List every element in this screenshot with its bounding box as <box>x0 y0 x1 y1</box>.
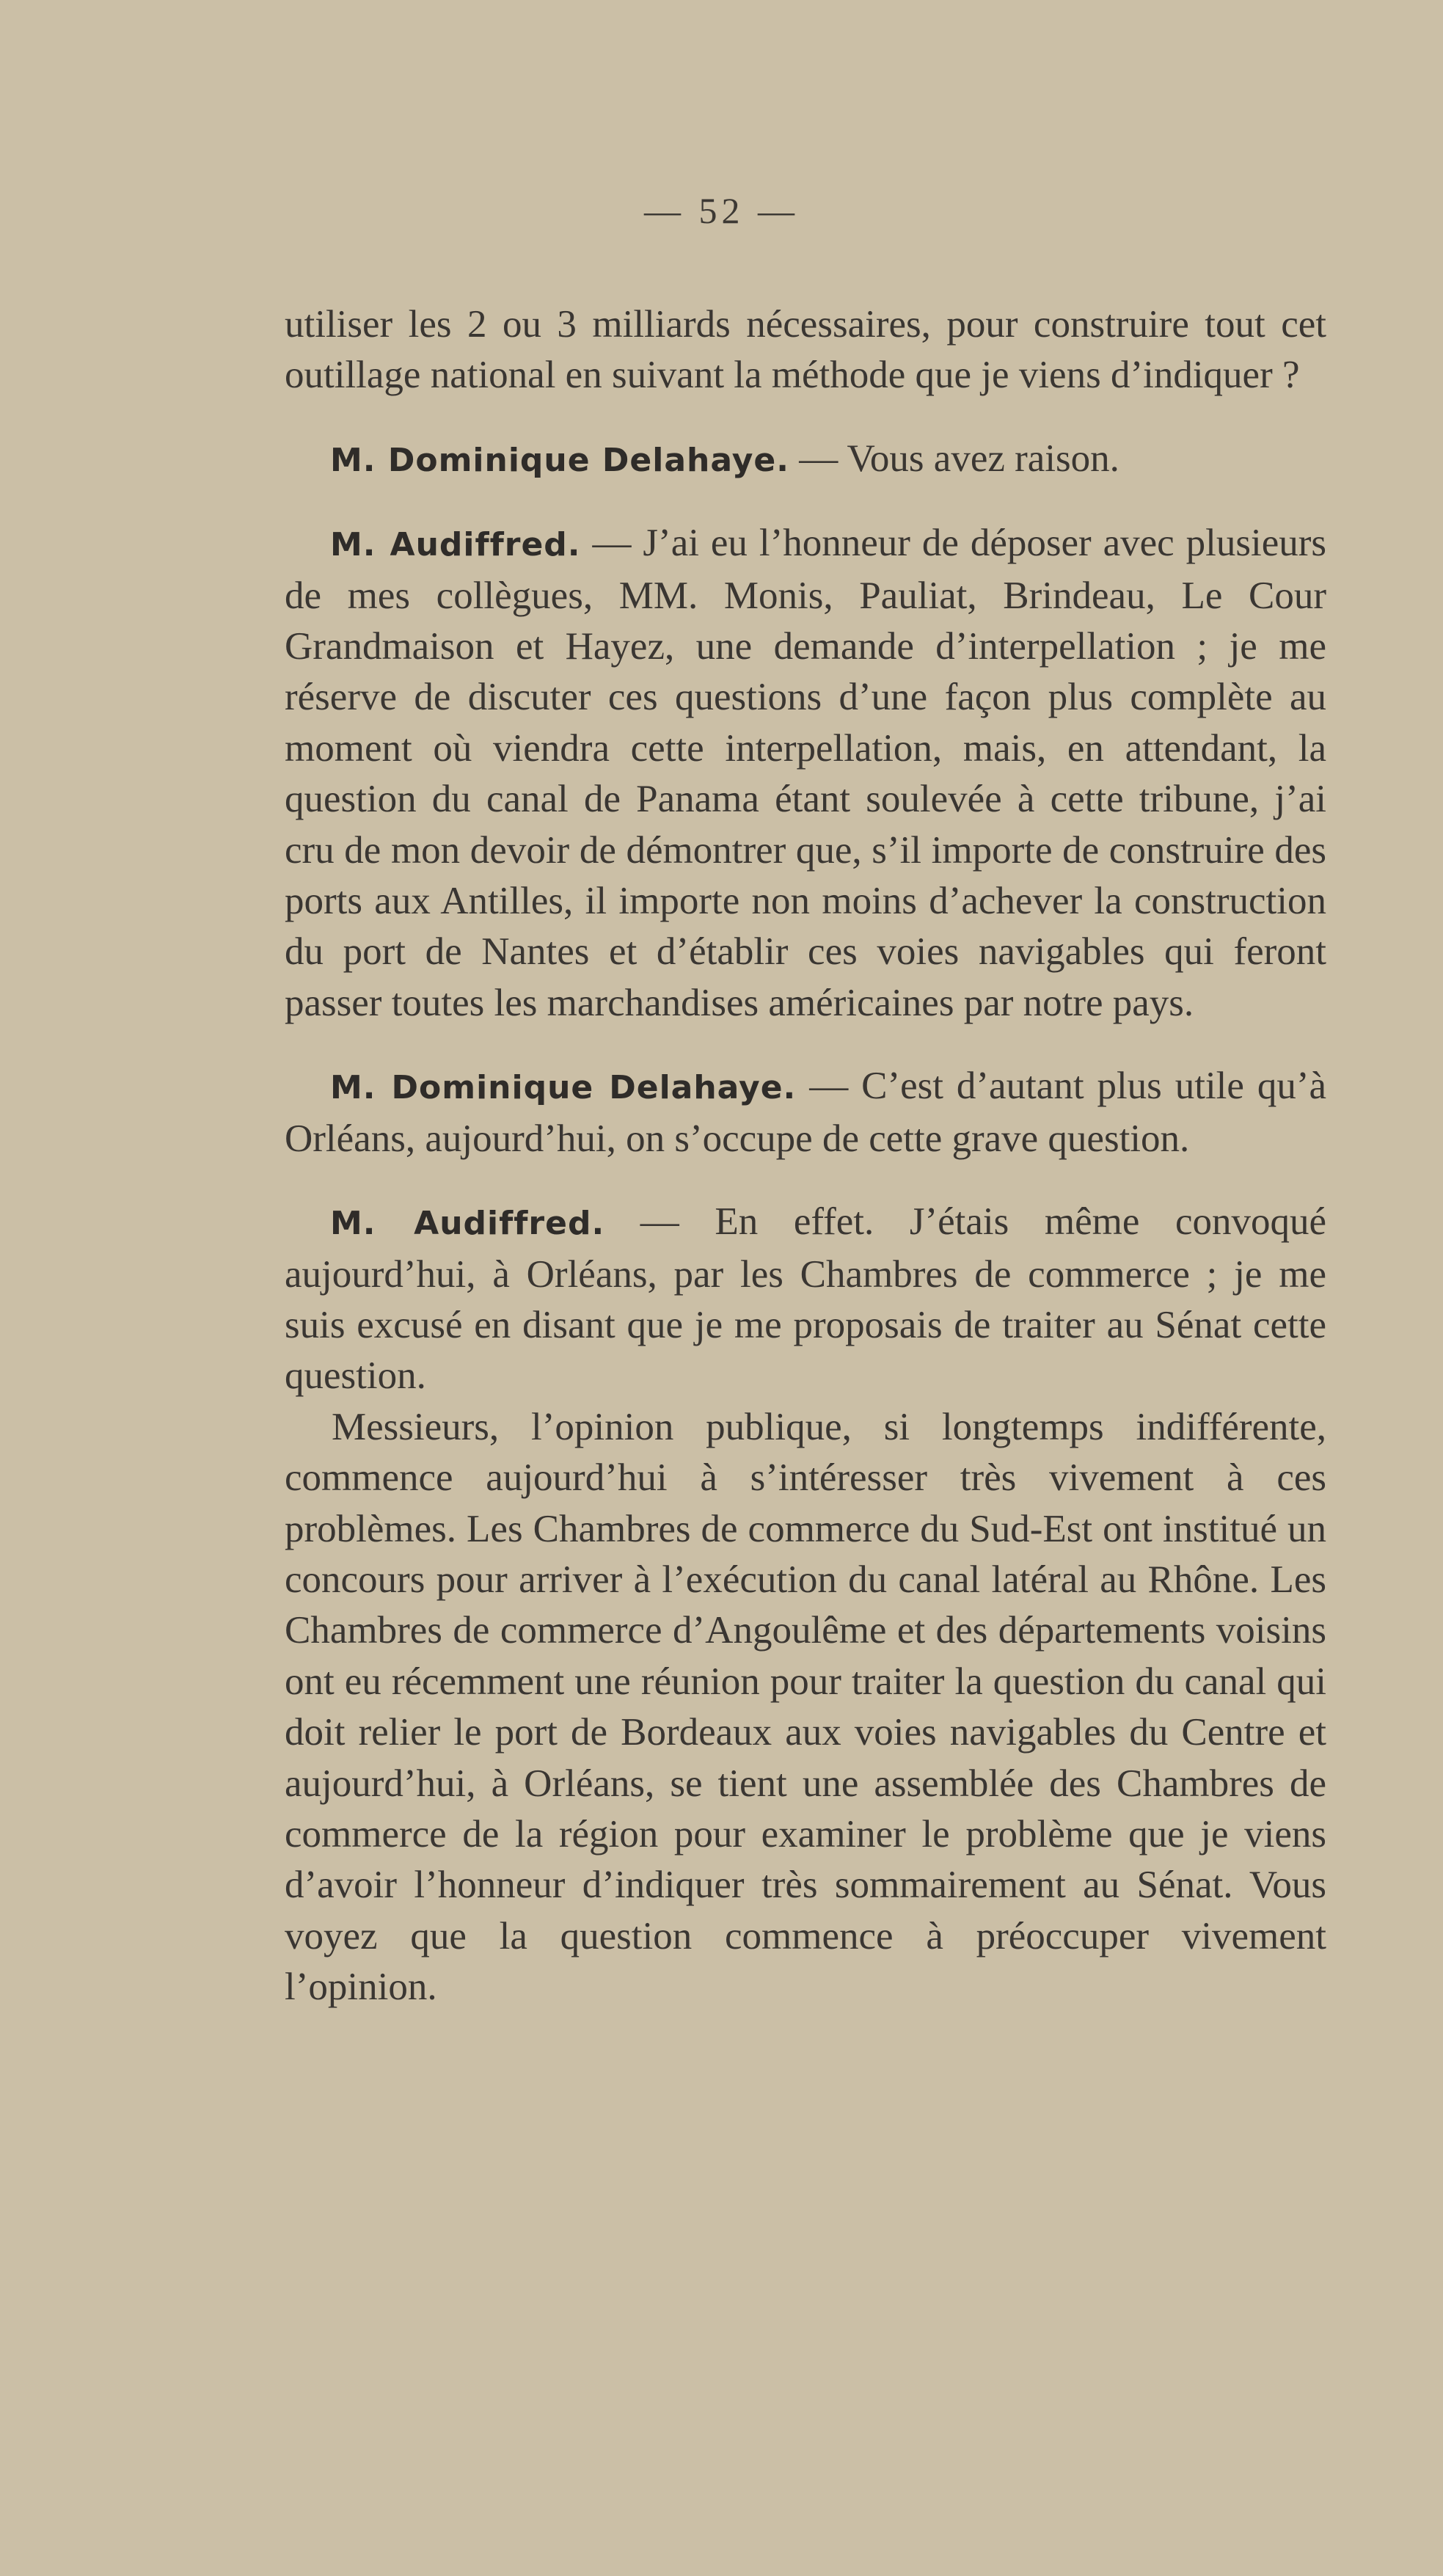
paragraph-2 <box>285 434 1326 486</box>
paragraph-text: — Vous avez raison. <box>799 437 1119 480</box>
paragraph-1 <box>285 299 1326 401</box>
paragraph-text: utiliser les 2 ou 3 milliards nécessaires, pour construire tout cet outillage national en suivant la méthode que je viens d’indiquer ? <box>285 303 1326 397</box>
speaker-name: M. Dominique Delahaye. <box>330 441 789 479</box>
speaker-name: M. Audiffred. <box>330 526 581 564</box>
paragraph-5 <box>285 1197 1326 1402</box>
paragraph-text: — J’ai eu l’honneur de déposer avec plusieurs de mes collègues, MM. Monis, Pauliat, Brindeau, Le Cour Grandmaison et Hayez, une demande d’interpellation ; je me réserve de discuter ces questions d’une façon plus complète au moment où viendra cette interpellation, mais, en attendant, la question du canal de Panama étant soulevée à cette tribune, j’ai cru de mon devoir de démontrer que, s’il importe de construire des ports aux Antilles, il importe non moins d’achever la construction du port de Nantes et d’établir ces voies navigables qui feront passer toutes les marchandises américaines par notre pays. <box>285 522 1327 1024</box>
speaker-name: M. Audiffred. <box>330 1205 605 1243</box>
body-text <box>285 299 1326 2013</box>
paragraph-6 <box>285 1402 1326 2013</box>
paragraph-text: — En effet. J’étais même convoqué aujourd’hui, à Orléans, par les Chambres de commerce ; je me suis excusé en disant que je me proposais de traiter au Sénat cette question. <box>285 1200 1327 1398</box>
page-number: — 52 — <box>644 190 799 231</box>
speaker-name: M. Dominique Delahaye. <box>330 1069 797 1107</box>
paragraph-text: — C’est d’autant plus utile qu’à Orléans, aujourd’hui, on s’occupe de cette grave question. <box>285 1065 1327 1160</box>
paragraph-text: Messieurs, l’opinion publique, si longtemps indifférente, commence aujourd’hui à s’intéresser très vivement à ces problèmes. Les Chambres de commerce du Sud-Est ont institué un concours pour arriver à l’exécution du canal latéral au Rhône. Les Chambres de commerce d’Angoulême et des départements voisins ont eu récemment une réunion pour traiter la question du canal qui doit relier le port de Bordeaux aux voies navigables du Centre et aujourd’hui, à Orléans, se tient une assemblée des Chambres de commerce de la région pour examiner le problème que je viens d’avoir l’honneur d’indiquer très sommairement au Sénat. Vous voyez que la question commence à préoccuper vivement l’opinion. <box>285 1405 1326 2009</box>
paragraph-3 <box>285 518 1326 1029</box>
paragraph-4 <box>285 1061 1326 1164</box>
